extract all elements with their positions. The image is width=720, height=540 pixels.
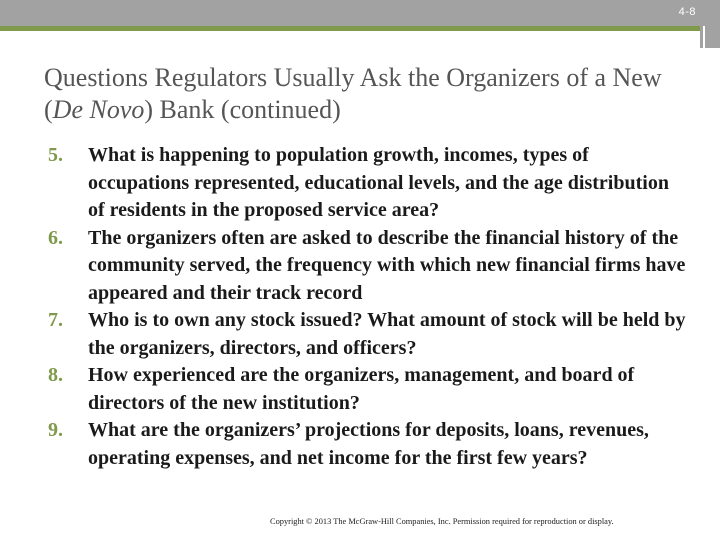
question-number: 5. (48, 144, 63, 166)
question-number: 8. (48, 364, 63, 386)
question-item (48, 362, 688, 417)
question-number: 7. (48, 309, 63, 331)
title-text-end: ) Bank (continued) (144, 95, 341, 124)
top-bar-notch (700, 26, 703, 48)
top-bar-corner (705, 26, 720, 48)
question-item (48, 307, 688, 362)
question-text: Who is to own any stock issued? What amount of stock will be held by the organizers, directors, and officers? (88, 309, 686, 359)
question-item (48, 417, 688, 472)
title-emphasis: De Novo (52, 95, 145, 124)
top-bar-accent-stripe (0, 26, 700, 31)
title-text-start: Questions Regulators Usually Ask the Organizers of a New ( (44, 63, 662, 124)
question-text: What is happening to population growth, incomes, types of occupations represented, educational levels, and the age distribution of residents in the proposed service area? (88, 144, 669, 221)
slide-number: 4-8 (678, 6, 696, 18)
question-item (48, 142, 688, 225)
questions-list (48, 142, 688, 472)
question-number: 9. (48, 419, 63, 441)
question-item (48, 225, 688, 308)
question-number: 6. (48, 226, 63, 249)
question-text: The organizers often are asked to describe the financial history of the community served, the frequency with which new financial firms have appeared and their track record (88, 226, 686, 304)
question-text: How experienced are the organizers, management, and board of directors of the new institution? (88, 364, 635, 414)
copyright-notice: Copyright © 2013 The McGraw-Hill Companies, Inc. Permission required for reproduction or display. (270, 517, 614, 526)
top-bar (0, 0, 720, 26)
slide-title (44, 62, 704, 126)
question-text: What are the organizers’ projections for deposits, loans, revenues, operating expenses, and net income for the first few years? (88, 419, 649, 469)
